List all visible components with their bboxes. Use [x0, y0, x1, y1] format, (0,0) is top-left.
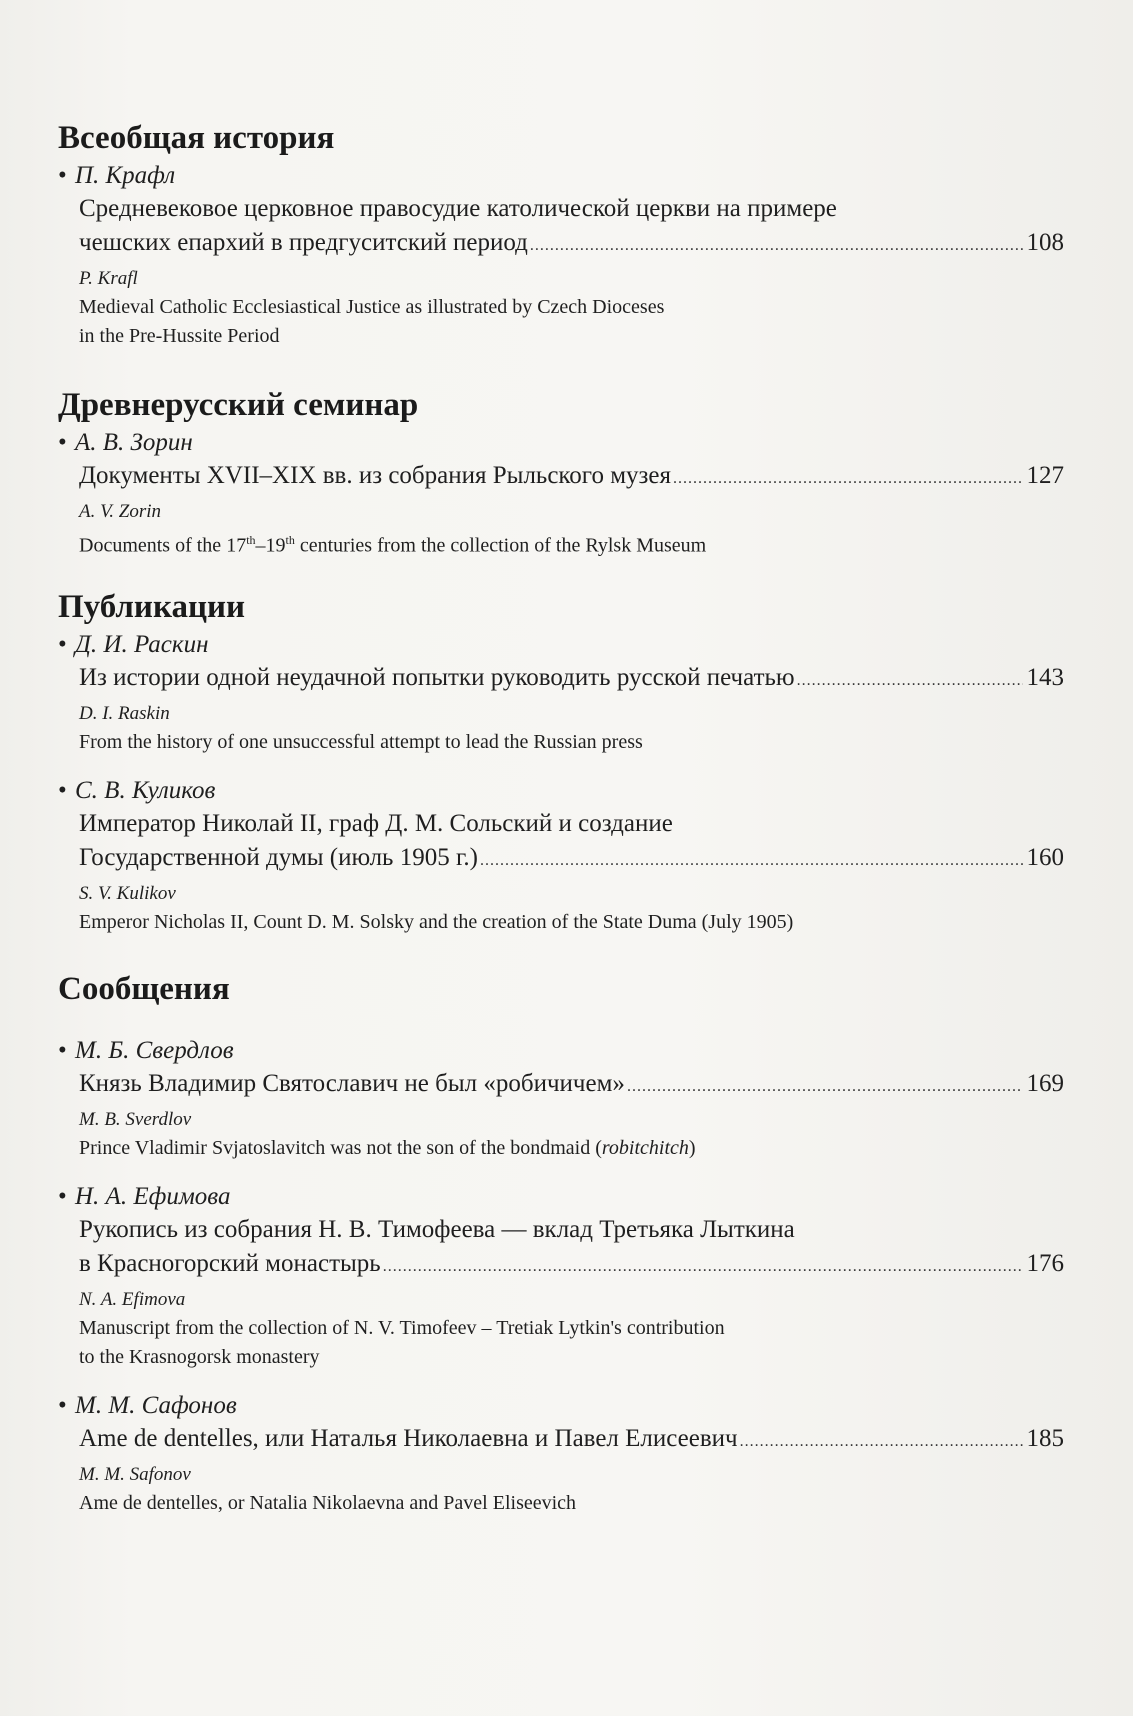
title-en-sup: th	[246, 533, 256, 547]
section-title: Публикации	[58, 588, 245, 625]
title-en-part: )	[688, 1136, 696, 1159]
page-number: 185	[1026, 1424, 1064, 1452]
author-ru-name: М. Б. Свердлов	[75, 1036, 234, 1064]
bullet-icon: •	[58, 630, 67, 658]
author-ru-name: Н. А. Ефимова	[75, 1182, 231, 1210]
dot-leader	[740, 1425, 1023, 1459]
toc-entry[interactable]	[58, 427, 1064, 561]
title-ru-last-line	[79, 1247, 1064, 1284]
title-ru	[58, 1067, 1064, 1104]
title-ru-line: Император Николай II, граф Д. М. Сольский и создание	[79, 809, 673, 837]
bullet-icon: •	[58, 776, 67, 804]
author-en: M. B. Sverdlov	[79, 1108, 192, 1130]
title-ru	[58, 1213, 1064, 1284]
toc-section	[58, 118, 1064, 351]
dot-leader	[383, 1250, 1023, 1284]
title-en-line: to the Krasnogorsk monastery	[79, 1345, 320, 1368]
bullet-icon: •	[58, 429, 67, 456]
toc-section	[58, 587, 1064, 937]
bullet-icon: •	[58, 162, 67, 189]
title-ru	[58, 661, 1064, 698]
bullet-icon: •	[58, 1391, 67, 1419]
title-ru	[58, 1422, 1064, 1459]
author-ru-name: М. М. Сафонов	[75, 1391, 237, 1419]
author-ru	[58, 775, 1064, 807]
author-en: S. V. Kulikov	[79, 882, 176, 904]
title-ru-line: Рукопись из собрания Н. В. Тимофеева — вклад Третьяка Лыткина	[79, 1215, 795, 1243]
section-title: Сообщения	[58, 970, 230, 1007]
title-en-line: From the history of one unsuccessful attempt to lead the Russian press	[79, 730, 643, 753]
title-ru-last-line	[79, 661, 1064, 698]
title-en-sup: th	[285, 533, 295, 547]
dot-leader	[480, 844, 1023, 878]
section-title: Древнерусский семинар	[58, 387, 419, 423]
toc-section	[58, 385, 1064, 561]
author-ru-name: Д. И. Раскин	[75, 630, 209, 658]
title-ru-text: Государственной думы (июль 1905 г.)	[79, 843, 478, 871]
page-number: 169	[1026, 1069, 1064, 1097]
title-ru-last-line	[79, 841, 1064, 878]
author-ru-name: С. В. Куликов	[75, 776, 216, 804]
author-en: D. I. Raskin	[79, 702, 170, 724]
dot-leader	[673, 462, 1023, 496]
toc-section	[58, 969, 1064, 1518]
title-ru-text: Документы XVII–XIX вв. из собрания Рыльского музея	[79, 462, 671, 489]
title-ru	[58, 459, 1064, 496]
author-ru	[58, 1390, 1064, 1422]
title-ru-text: в Красногорский монастырь	[79, 1249, 381, 1277]
page-number: 143	[1026, 663, 1064, 691]
title-en-line: in the Pre-Hussite Period	[79, 325, 280, 347]
title-en-line: Ame de dentelles, or Natalia Nikolaevna and Pavel Eliseevich	[79, 1491, 577, 1514]
table-of-contents	[58, 118, 1064, 1518]
bullet-icon: •	[58, 1182, 67, 1210]
author-ru	[58, 1181, 1064, 1213]
toc-entry[interactable]	[58, 160, 1064, 351]
title-en-italic: robitchitch	[601, 1136, 689, 1159]
page-number: 108	[1026, 229, 1064, 256]
title-ru-line: Средневековое церковное правосудие католической церкви на примере	[79, 195, 837, 222]
page-number: 160	[1026, 843, 1064, 871]
title-ru-last-line	[79, 459, 1064, 496]
author-ru-name: А. В. Зорин	[75, 429, 193, 456]
author-ru	[58, 160, 1064, 192]
toc-entry[interactable]	[58, 1181, 1064, 1372]
title-ru	[58, 807, 1064, 878]
title-en-part: centuries from the collection of the Rylsk Museum	[294, 534, 707, 557]
title-en-line: Medieval Catholic Ecclesiastical Justice as illustrated by Czech Dioceses	[79, 296, 665, 318]
section-title: Всеобщая история	[58, 120, 335, 156]
title-ru-text: Ame de dentelles, или Наталья Николаевна и Павел Елисеевич	[79, 1424, 738, 1452]
dot-leader	[530, 229, 1023, 263]
author-en: A. V. Zorin	[79, 501, 162, 522]
title-ru-text: Князь Владимир Святославич не был «робичичем»	[79, 1069, 625, 1097]
author-en: P. Krafl	[79, 268, 138, 289]
title-en-line: Emperor Nicholas II, Count D. M. Solsky and the creation of the State Duma (July 1905)	[79, 910, 794, 933]
page-number: 176	[1026, 1249, 1064, 1277]
title-ru-text: Из истории одной неудачной попытки руководить русской печатью	[79, 663, 795, 691]
page-number: 127	[1026, 462, 1064, 489]
author-en: N. A. Efimova	[79, 1288, 186, 1310]
title-en-line	[58, 526, 1064, 561]
title-en-part: Prince Vladimir Svjatoslavitch was not the son of the bondmaid (	[79, 1136, 602, 1159]
author-ru	[58, 629, 1064, 661]
title-ru-last-line	[79, 1067, 1064, 1104]
dot-leader	[627, 1070, 1023, 1104]
title-en-part: Documents of the 17	[79, 534, 247, 557]
title-en-line	[58, 1134, 1064, 1163]
title-ru	[58, 192, 1064, 263]
author-en: M. M. Safonov	[79, 1463, 191, 1485]
toc-entry[interactable]	[58, 775, 1064, 937]
toc-entry[interactable]	[58, 1390, 1064, 1518]
bullet-icon: •	[58, 1036, 67, 1064]
title-en-part: –19	[255, 534, 286, 557]
dot-leader	[797, 664, 1023, 698]
author-ru	[58, 427, 1064, 459]
toc-entry[interactable]	[58, 629, 1064, 757]
author-ru	[58, 1035, 1064, 1067]
title-ru-text: чешских епархий в предгуситский период	[79, 229, 528, 256]
title-ru-last-line	[79, 226, 1064, 263]
author-ru-name: П. Крафл	[75, 162, 176, 189]
title-en-line: Manuscript from the collection of N. V. Timofeev – Tretiak Lytkin's contribution	[79, 1316, 725, 1339]
toc-entry[interactable]	[58, 1035, 1064, 1163]
title-ru-last-line	[79, 1422, 1064, 1459]
